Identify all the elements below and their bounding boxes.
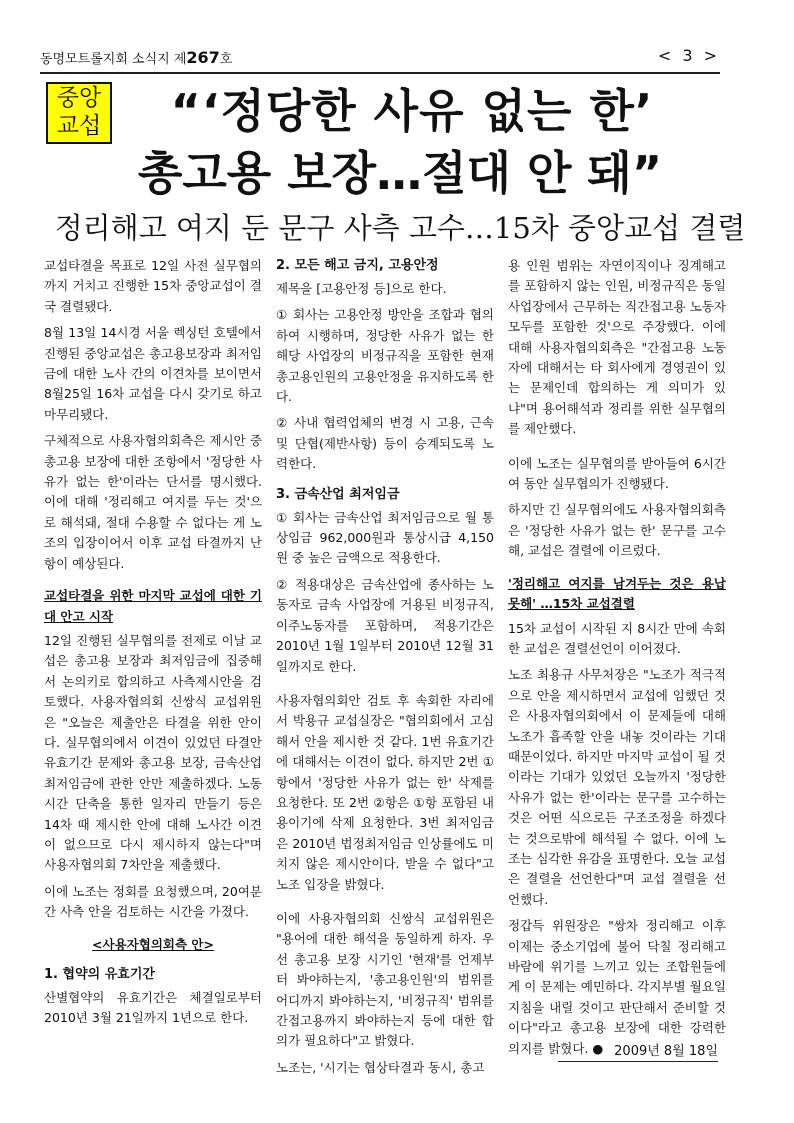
paragraph: 15차 교섭이 시작된 지 8시간 만에 속회한 교섭은 결렬선언이 이어졌다. bbox=[508, 620, 726, 656]
column-2 bbox=[276, 256, 494, 1084]
paragraph: 이에 노조는 실무협의를 받아들여 6시간여 동안 실무협의가 진행됐다. bbox=[508, 455, 726, 492]
paragraph: ② 사내 협력업체의 변경 시 고용, 근속 및 단협(제반사항) 등이 승계되도록 노력한다. bbox=[276, 415, 494, 472]
headline-line-1: “‘정당한 사유 없는 한’ bbox=[170, 84, 654, 138]
badge-line-2: 교섭 bbox=[56, 113, 102, 139]
paragraph: 이에 노조는 정회를 요청했으며, 20여분 간 사측 안을 검토하는 시간을 가졌다. bbox=[44, 883, 262, 920]
page-number: < 3 > bbox=[657, 46, 720, 65]
paragraph: 제목을 [고용안정 등]으로 한다. bbox=[276, 281, 447, 296]
headline-line-2: 총고용 보장…절대 안 돼” bbox=[137, 146, 663, 200]
clause-heading: 1. 협약의 유효기간 bbox=[44, 967, 155, 982]
paragraph: 12일 진행된 실무협의를 전제로 이날 교섭은 총고용 보장과 최저임금에 집중해서 논의키로 합의하고 사측제시안을 검토했다. 사용자협의회 신쌍식 교섭위원은 "오늘은 제출안은 타결을 위한 안이다. 실무협의에서 이견이 있었던 타결안 유효기간 문제와 총고용 보장, 금속산업 최저임금에 관한 안만 제출하겠다. 노동시간 단축을 통한 일자리 만들기 등은 14차 때 제시한 안에 대해 노사간 이견이 없으므로 다시 제시하지 않는다"며 사용자협의회 7차안을 제출했다. bbox=[44, 632, 262, 873]
section-heading: '정리해고 여지를 남겨두는 것은 용납 못해' …15차 교섭결렬 bbox=[508, 575, 726, 612]
paragraph: ① 회사는 고용안정 방안을 조합과 협의하여 시행하며, 정당한 사유가 없는 한 해당 사업장의 비정규직을 포함한 현재 총고용인원의 고용안정을 유지하도록 한다. bbox=[276, 307, 494, 405]
paragraph: 교섭타결을 목표로 12일 사전 실무협의까지 거치고 진행한 15차 중앙교섭이 결국 결렬됐다. bbox=[44, 258, 262, 314]
paragraph: 정갑득 위원장은 "쌍차 정리해고 이후 이제는 중소기업에 불어 닥칠 정리해고 바람에 위기를 느끼고 있는 조합원들에게 이 문제는 예민하다. 각지부별 월요일 지침을 내릴 것이고 판단해서 준비할 것이다"라고 총고용 보장에 대한 강력한 의지를 밝혔다. ● bbox=[508, 918, 726, 1056]
paragraph: 구체적으로 사용자협의회측은 제시안 중 총고용 보장에 대한 조항에서 '정당한 사유가 없는 한'이라는 단서를 명시했다. 이에 대해 '정리해고 여지를 두는 것'으로 해석돼, 절대 수용할 수 없다는 게 노조의 입장이어서 이후 교섭 타결까지 난항이 예상된다. bbox=[44, 433, 262, 571]
paragraph: ① 회사는 금속산업 최저임금으로 월 통상임금 962,000원과 통상시급 4,150원 중 높은 금액으로 적용한다. bbox=[276, 509, 494, 566]
clause-heading: 3. 금속산업 최저임금 bbox=[276, 486, 400, 502]
clause-heading: 2. 모든 해고 금지, 고용안정 bbox=[276, 258, 439, 273]
paragraph: 노조 최용규 사무처장은 "노조가 적극적으로 안을 제시하면서 교섭에 임했던 것은 사용자협의회에서 이 문제들에 대해 노조가 흡족할 안을 내놓 것이라는 기대 때문이었다. 하지만 마지막 교섭이 될 것이라는 기대가 있었던 오늘까지 '정당한 사유가 없는 한'이라는 문구를 고수하는 것은 어떤 식으로든 구조조정을 하겠다는 것으로밖에 해석될 수 없다. 이에 노조는 심각한 유감을 표명한다. 오늘 교섭은 결렬을 선언한다"며 교섭 결렬을 선언했다. bbox=[508, 667, 726, 907]
page-header bbox=[40, 38, 720, 74]
section-badge bbox=[46, 82, 112, 144]
publication-date: 2009년 8월 18일 bbox=[558, 1040, 718, 1062]
section-heading: 교섭타결을 위한 마지막 교섭에 대한 기대 안고 시작 bbox=[44, 588, 262, 624]
paragraph: 노조는, '시기는 협상타결과 동시, 총고 bbox=[276, 1059, 485, 1075]
paragraph: 산별협약의 유효기간은 체결일로부터 2010년 3월 21일까지 1년으로 한다. bbox=[44, 990, 262, 1026]
subtitle: 정리해고 여지 둔 문구 사측 고수…15차 중앙교섭 결렬 bbox=[54, 211, 746, 245]
paragraph: 사용자협의회안 검토 후 속회한 자리에서 박용규 교섭실장은 "협의회에서 고심해서 안을 제시한 것 같다. 1번 유효기간에 대해서는 이견이 없다. 하지만 2번 ①항에서 '정당한 사유가 없는 한' 삭제를 요청한다. 또 2번 ②항은 ①항 포함된 내용이기에 삭제 요청한다. 3번 최저임금은 2010년 법정최저임금 인상률에도 미치지 않은 제시안이다. 받을 수 없다"고 노조 입장을 밝혔다. bbox=[276, 692, 494, 892]
badge-line-1: 중앙 bbox=[56, 85, 102, 111]
paragraph: 이에 사용자협의회 신쌍식 교섭위원은 "용어에 대한 해석을 동일하게 하자. 우선 총고용 보장 시기인 '현재'를 언제부터 봐야하는지, '총고용인원'의 범위를 어디까지 봐야하는지, '비정규직' 범위를 간접고용까지 봐야하는지 등에 대한 합의가 필요하다"고 밝혔다. bbox=[276, 910, 494, 1049]
column-1 bbox=[44, 256, 262, 1035]
paragraph: 용 인원 범위는 자연이직이나 징계해고를 포함하지 않는 인원, 비정규직은 동일사업장에서 근무하는 직간접고용 노동자 모두를 포함한 것'으로 주장했다. 이에 대해 사용자협의회측은 "간접고용 노동자에 대해서는 타 회사에게 경영권이 있는 문제인데 합의하는 게 의미가 있냐"며 용어해석과 정리를 위한 실무협의를 제안했다. bbox=[508, 258, 726, 437]
paragraph: ② 적용대상은 금속산업에 종사하는 노동자로 금속 사업장에 거용된 비정규직, 이주노동자를 포함하며, 적용기간은 2010년 1월 1일부터 2010년 12월 31일까지로 한다. bbox=[276, 576, 494, 674]
paragraph: 8월 13일 14시경 서울 렉싱턴 호텔에서 진행된 중앙교섭은 총고용보장과 최저임금에 대한 노사 간의 이견차를 보이면서 8월25일 16차 교섭을 다시 갖기로 하고 마무리됐다. bbox=[44, 325, 262, 422]
proposal-heading: <사용자협의회측 안> bbox=[92, 936, 214, 952]
paragraph: 하지만 긴 실무협의에도 사용자협의회측은 '정당한 사유가 없는 한' 문구를 고수해, 교섭은 결렬에 이르렀다. bbox=[508, 502, 726, 559]
newsletter-title: 동명모트롤지회 소식지 제267호 bbox=[40, 48, 233, 67]
column-3 bbox=[508, 256, 726, 1065]
